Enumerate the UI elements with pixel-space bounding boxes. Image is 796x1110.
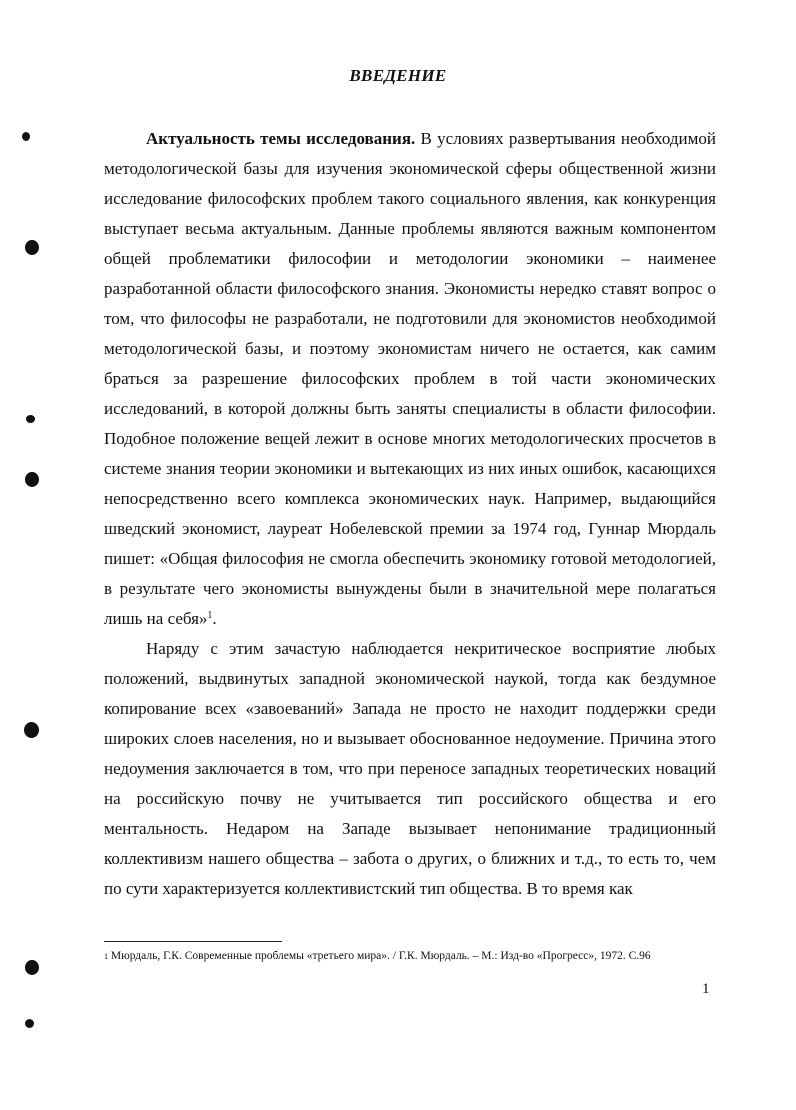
footnote-reference: 1 — [207, 610, 213, 621]
footnote-divider — [104, 941, 282, 942]
punch-hole-mark — [25, 960, 39, 975]
body-text — [104, 124, 716, 904]
page-number: 1 — [702, 981, 710, 997]
footnote-text: Мюрдаль, Г.К. Современные проблемы «третьего мира». / Г.К. Мюрдаль. – М.: Изд-во «Прогресс», 1972. С.96 — [108, 950, 651, 962]
punch-hole-mark — [25, 472, 39, 487]
footnote-number: 1 — [104, 952, 108, 961]
lead-phrase: Актуальность темы исследования. — [146, 129, 416, 148]
paragraph-relevance — [104, 124, 716, 634]
punch-hole-mark — [24, 722, 39, 738]
paragraph-second: Наряду с этим зачастую наблюдается некритическое восприятие любых положений, выдвинутых западной экономической наукой, тогда как бездумное копирование всех «завоеваний» Запада не просто не находит поддержки среди широких слоев населения, но и вызывает обоснованное недоумение. Причина этого недоумения заключается в том, что при переносе западных теоретических новаций на российскую почву не учитывается тип российского общества и его ментальность. Недаром на Западе вызывает непонимание традиционный коллективизм нашего общества – забота о других, о ближних и т.д., то есть то, чем по сути характеризуется коллективистский тип общества. В то время как — [104, 639, 716, 898]
paragraph-tail: . — [212, 609, 217, 628]
scan-artifact-mark — [22, 132, 30, 141]
section-heading: ВВЕДЕНИЕ — [349, 66, 447, 85]
footnote — [104, 949, 716, 964]
paragraph-text: В условиях развертывания необходимой методологической базы для изучения экономической сферы общественной жизни исследование философских проблем такого социального явления, как конкуренция выступает весьма актуальным. Данные проблемы являются важным компонентом общей проблематики философии и методологии экономики – наименее разработанной области философского знания. Экономисты нередко ставят вопрос о том, что философы не разработали, не подготовили для экономистов необходимой методологической базы, и поэтому экономистам ничего не остается, как самим браться за разрешение философских проблем в той части экономических исследований, в которой должны быть заняты специалисты в области философии. Подобное положение вещей лежит в основе многих методологических просчетов в системе знания теории экономики и вытекающих из них иных ошибок, касающихся непосредственно всего комплекса экономических наук. Например, выдающийся шведский экономист, лауреат Нобелевской премии за 1974 год, Гуннар Мюрдаль пишет: «Общая философия не смогла обеспечить экономику готовой методологией, в результате чего экономисты вынуждены были в значительной мере полагаться лишь на себя» — [104, 129, 716, 628]
scan-artifact-mark — [25, 1019, 34, 1028]
scan-artifact-mark — [26, 415, 35, 423]
punch-hole-mark — [25, 240, 39, 255]
